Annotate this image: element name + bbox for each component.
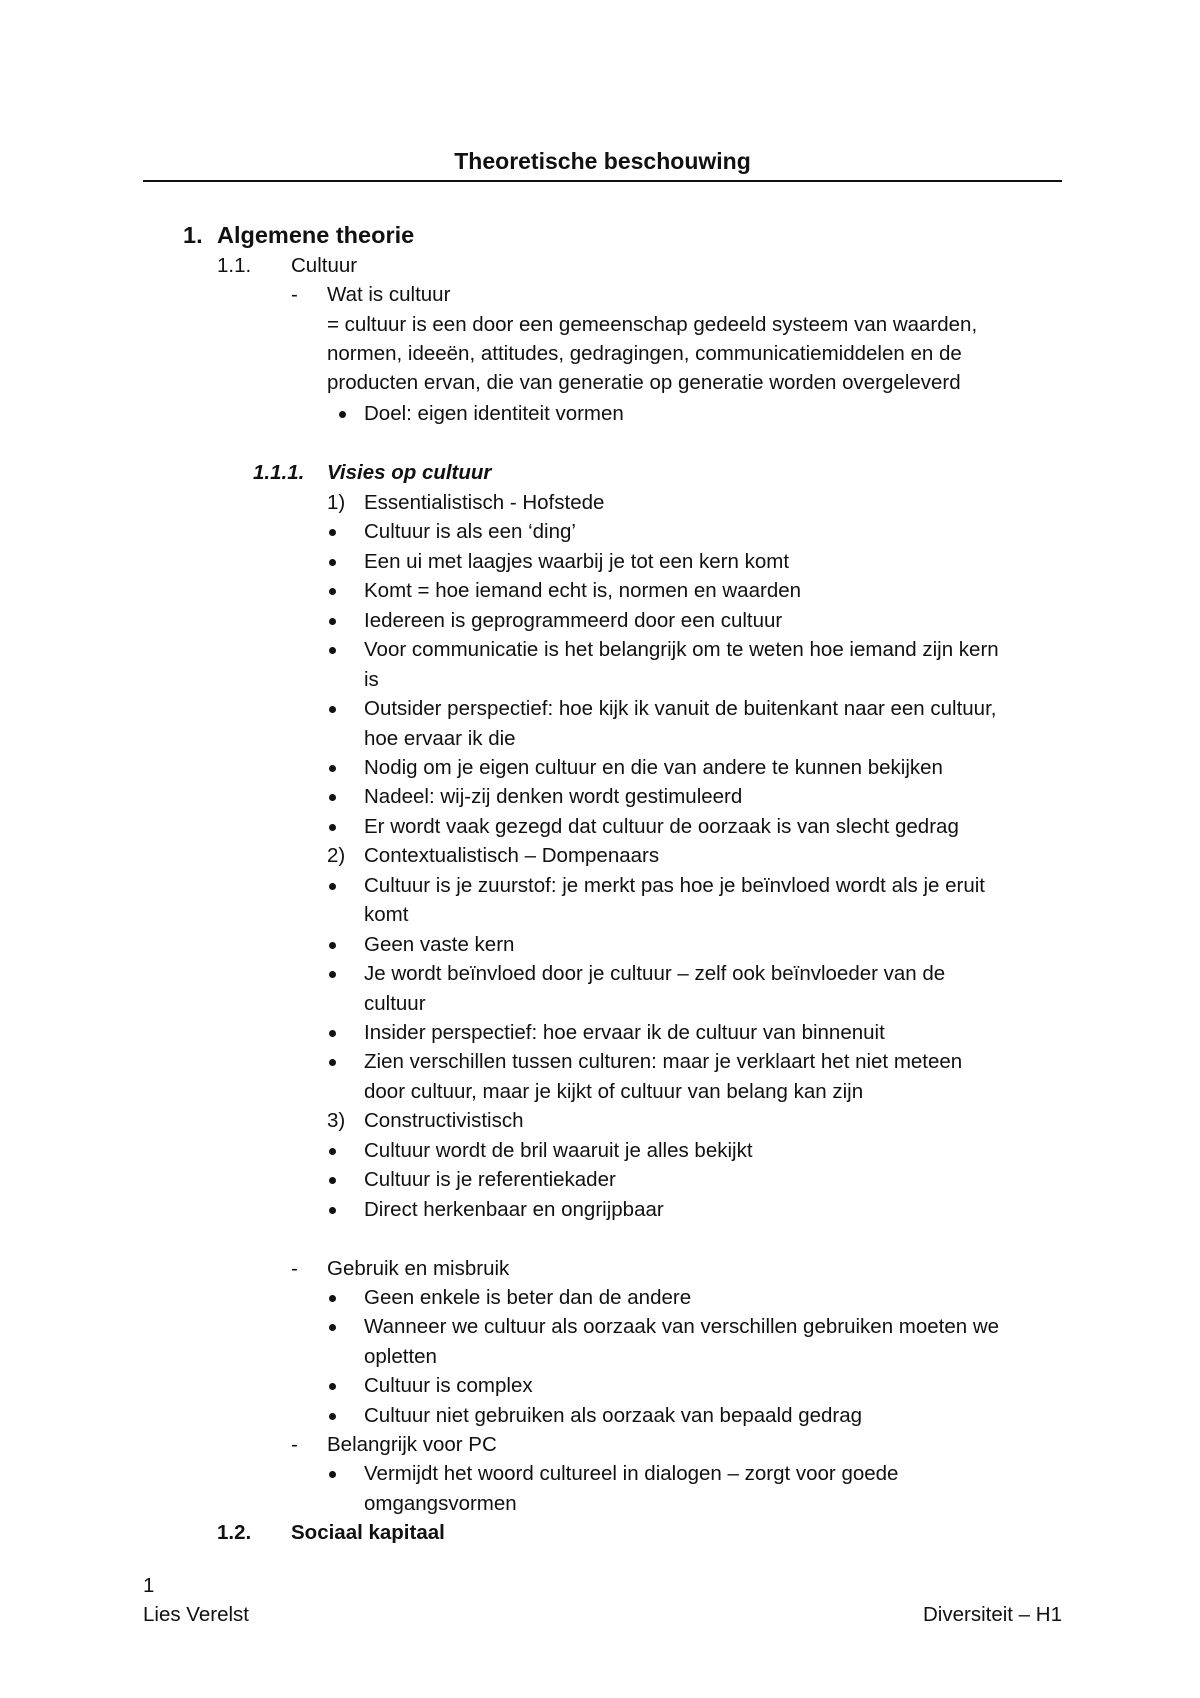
list-item: Doel: eigen identiteit vormen <box>364 402 624 425</box>
definition-line: = cultuur is een door een gemeenschap gedeeld systeem van waarden, <box>327 313 978 336</box>
list-item: Cultuur is je zuurstof: je merkt pas hoe je beïnvloed wordt als je eruit <box>364 874 985 897</box>
subsection-number: 1.2. <box>217 1521 252 1544</box>
bullet-icon <box>329 942 336 949</box>
list-item: Een ui met laagjes waarbij je tot een kern komt <box>364 550 790 573</box>
dash-marker: - <box>291 1257 298 1280</box>
list-item: Insider perspectief: hoe ervaar ik de cultuur van binnenuit <box>364 1021 885 1044</box>
numbered-marker: 1) <box>327 491 346 514</box>
list-item: Iedereen is geprogrammeerd door een cultuur <box>364 609 783 632</box>
section-heading: Algemene theorie <box>217 222 415 248</box>
list-item-continuation: door cultuur, maar je kijkt of cultuur van belang kan zijn <box>364 1080 864 1103</box>
bullet-icon <box>329 706 336 713</box>
bullet-icon <box>329 1207 336 1214</box>
list-item: Cultuur is je referentiekader <box>364 1168 616 1191</box>
bullet-icon <box>329 765 336 772</box>
bullet-icon <box>329 1295 336 1302</box>
page-title: Theoretische beschouwing <box>454 148 751 174</box>
bullet-icon <box>329 588 336 595</box>
bullet-icon <box>339 411 346 418</box>
numbered-marker: 2) <box>327 844 346 867</box>
list-item: Voor communicatie is het belangrijk om te weten hoe iemand zijn kern <box>364 638 999 661</box>
list-item: Cultuur niet gebruiken als oorzaak van bepaald gedrag <box>364 1404 863 1427</box>
list-item: Nodig om je eigen cultuur en die van andere te kunnen bekijken <box>364 756 943 779</box>
list-item-continuation: cultuur <box>364 992 426 1015</box>
list-label: Wat is cultuur <box>327 283 451 306</box>
list-item-continuation: komt <box>364 903 409 926</box>
bullet-icon <box>329 529 336 536</box>
bullet-icon <box>329 883 336 890</box>
subsubsection-heading: Visies op cultuur <box>327 461 492 484</box>
list-item: Outsider perspectief: hoe kijk ik vanuit de buitenkant naar een cultuur, <box>364 697 997 720</box>
subsection-heading: Cultuur <box>291 254 358 277</box>
list-item: Wanneer we cultuur als oorzaak van verschillen gebruiken moeten we <box>364 1315 1000 1338</box>
footer-course: Diversiteit – H1 <box>923 1603 1062 1626</box>
numbered-label: Essentialistisch - Hofstede <box>364 491 605 514</box>
subsubsection-number: 1.1.1. <box>253 461 305 484</box>
bullet-icon <box>329 1383 336 1390</box>
numbered-marker: 3) <box>327 1109 346 1132</box>
bullet-icon <box>329 1177 336 1184</box>
list-item-continuation: is <box>364 668 379 691</box>
title-underline <box>143 180 1062 182</box>
list-item: Komt = hoe iemand echt is, normen en waarden <box>364 579 802 602</box>
footer-author: Lies Verelst <box>143 1603 249 1626</box>
numbered-label: Constructivistisch <box>364 1109 524 1132</box>
bullet-icon <box>329 1471 336 1478</box>
bullet-icon <box>329 1030 336 1037</box>
list-item: Je wordt beïnvloed door je cultuur – zelf ook beïnvloeder van de <box>364 962 946 985</box>
numbered-label: Contextualistisch – Dompenaars <box>364 844 660 867</box>
bullet-icon <box>329 794 336 801</box>
section-number: 1. <box>183 222 203 248</box>
list-item: Cultuur is als een ‘ding’ <box>364 520 576 543</box>
list-item: Cultuur wordt de bril waaruit je alles bekijkt <box>364 1139 753 1162</box>
bullet-icon <box>329 618 336 625</box>
list-item: Direct herkenbaar en ongrijpbaar <box>364 1198 664 1221</box>
list-item-continuation: opletten <box>364 1345 437 1368</box>
subsection-number: 1.1. <box>217 254 252 277</box>
bullet-icon <box>329 559 336 566</box>
list-item: Cultuur is complex <box>364 1374 533 1397</box>
bullet-icon <box>329 1148 336 1155</box>
dash-marker: - <box>291 283 298 306</box>
definition-line: normen, ideeën, attitudes, gedragingen, communicatiemiddelen en de <box>327 342 962 365</box>
list-label: Belangrijk voor PC <box>327 1433 497 1456</box>
list-label: Gebruik en misbruik <box>327 1257 510 1280</box>
list-item: Er wordt vaak gezegd dat cultuur de oorzaak is van slecht gedrag <box>364 815 959 838</box>
list-item: Nadeel: wij-zij denken wordt gestimuleerd <box>364 785 743 808</box>
page-number: 1 <box>143 1574 155 1597</box>
definition-line: producten ervan, die van generatie op generatie worden overgeleverd <box>327 371 961 394</box>
list-item-continuation: hoe ervaar ik die <box>364 727 516 750</box>
list-item: Vermijdt het woord cultureel in dialogen – zorgt voor goede <box>364 1462 899 1485</box>
bullet-icon <box>329 647 336 654</box>
bullet-icon <box>329 1413 336 1420</box>
bullet-icon <box>329 1059 336 1066</box>
list-item: Geen enkele is beter dan de andere <box>364 1286 692 1309</box>
bullet-icon <box>329 824 336 831</box>
list-item: Geen vaste kern <box>364 933 515 956</box>
bullet-icon <box>329 971 336 978</box>
list-item-continuation: omgangsvormen <box>364 1492 517 1515</box>
subsection-heading: Sociaal kapitaal <box>291 1521 445 1544</box>
dash-marker: - <box>291 1433 298 1456</box>
list-item: Zien verschillen tussen culturen: maar je verklaart het niet meteen <box>364 1050 963 1073</box>
bullet-icon <box>329 1324 336 1331</box>
